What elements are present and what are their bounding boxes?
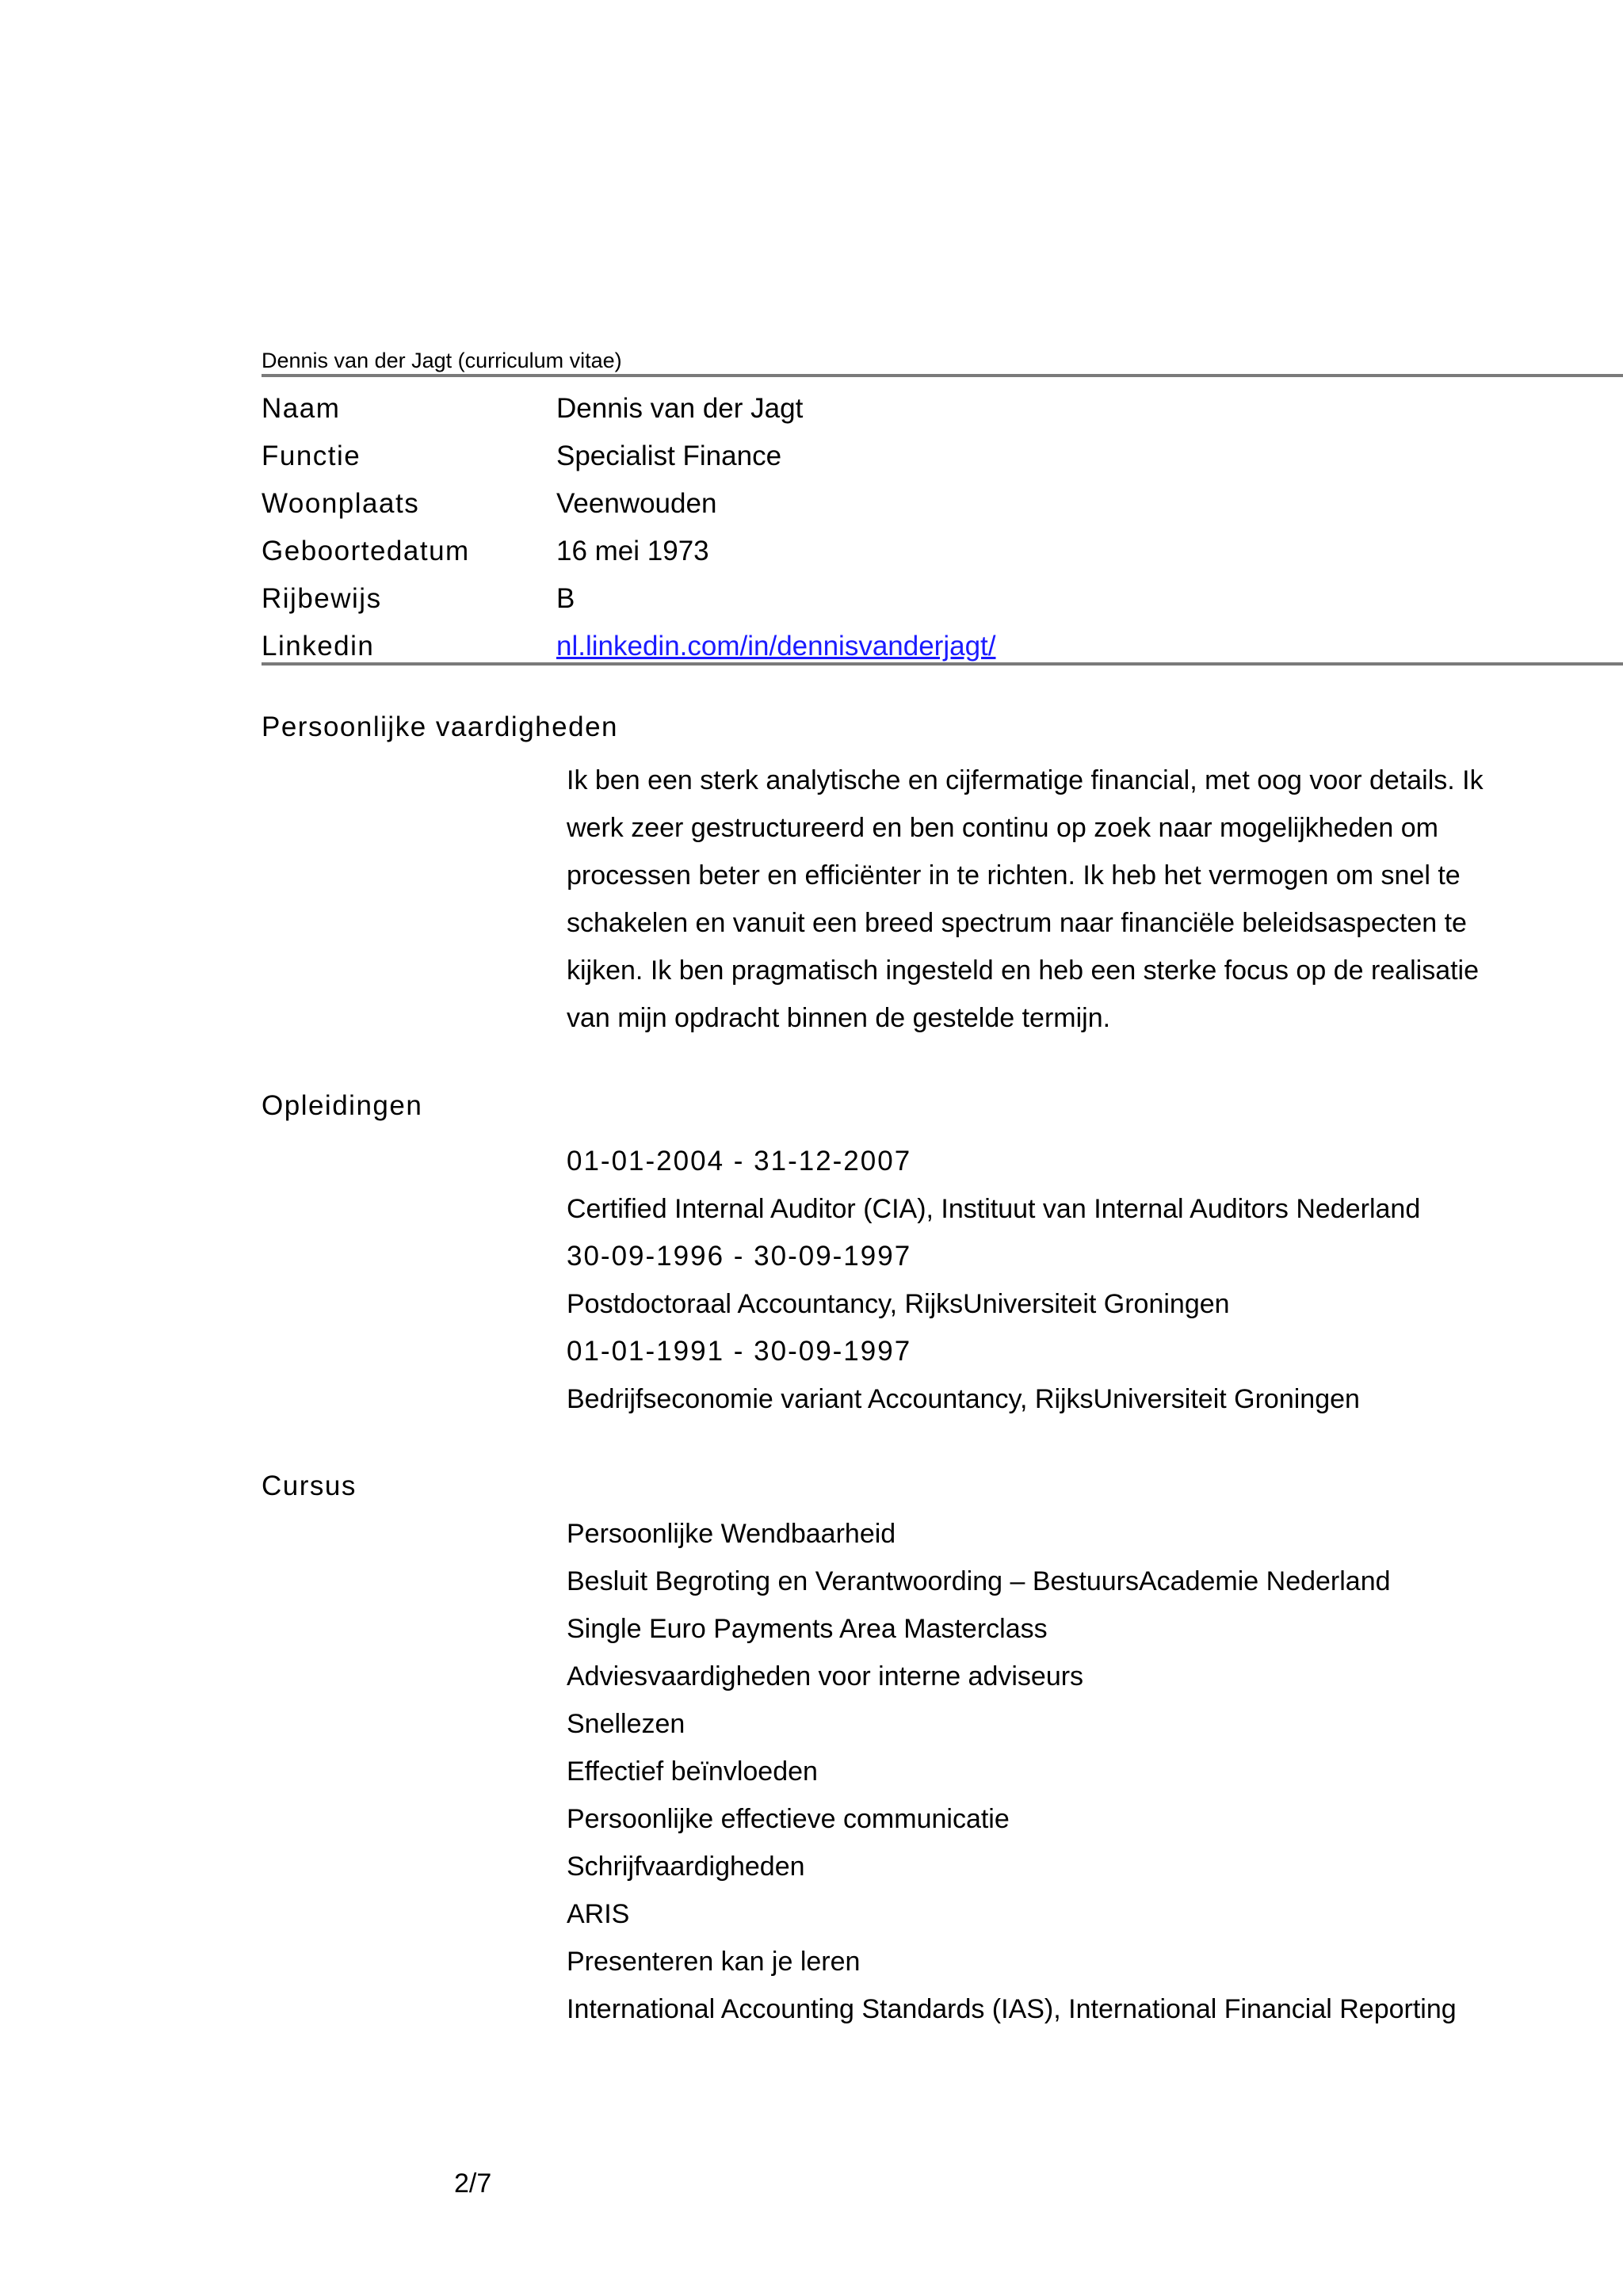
info-value: Veenwouden bbox=[556, 488, 717, 519]
info-label: Rijbewijs bbox=[262, 583, 382, 614]
document-title: Dennis van der Jagt (curriculum vitae) bbox=[262, 349, 622, 372]
info-row-linkedin bbox=[262, 631, 1623, 678]
paragraph-line: processen beter en efficiënter in te richten. Ik heb het vermogen om snel te bbox=[567, 860, 1461, 891]
info-label: Linkedin bbox=[262, 631, 375, 662]
paragraph-line: schakelen en vanuit een breed spectrum naar financiële beleidsaspecten te bbox=[567, 908, 1467, 938]
course-list bbox=[567, 1510, 1457, 2033]
info-value: 16 mei 1973 bbox=[556, 536, 709, 566]
section-heading-skills: Persoonlijke vaardigheden bbox=[262, 711, 618, 742]
course-item: Snellezen bbox=[567, 1709, 685, 1739]
course-item: Besluit Begroting en Verantwoording – BestuursAcademie Nederland bbox=[567, 1566, 1391, 1596]
paragraph-line: van mijn opdracht binnen de gestelde termijn. bbox=[567, 1003, 1111, 1033]
course-item: ARIS bbox=[567, 1899, 630, 1929]
info-label: Functie bbox=[262, 441, 361, 471]
paragraph-line: kijken. Ik ben pragmatisch ingesteld en heb een sterke focus op de realisatie bbox=[567, 955, 1480, 986]
section-heading-education: Opleidingen bbox=[262, 1090, 423, 1121]
info-row-rijbewijs bbox=[262, 583, 1623, 631]
info-divider bbox=[262, 662, 1623, 666]
info-row-geboortedatum bbox=[262, 536, 1623, 583]
info-value: Specialist Finance bbox=[556, 441, 782, 471]
info-row-woonplaats bbox=[262, 488, 1623, 536]
course-item: Persoonlijke Wendbaarheid bbox=[567, 1519, 896, 1549]
info-value: B bbox=[556, 583, 575, 614]
education-description: Bedrijfseconomie variant Accountancy, RijksUniversiteit Groningen bbox=[567, 1384, 1360, 1414]
education-description: Postdoctoraal Accountancy, RijksUniversiteit Groningen bbox=[567, 1289, 1230, 1319]
education-dates: 30-09-1996 - 30-09-1997 bbox=[567, 1241, 912, 1272]
education-description: Certified Internal Auditor (CIA), Instituut van Internal Auditors Nederland bbox=[567, 1194, 1421, 1224]
course-item: Single Euro Payments Area Masterclass bbox=[567, 1614, 1048, 1644]
info-row-naam bbox=[262, 393, 1623, 441]
info-label: Woonplaats bbox=[262, 488, 420, 519]
course-item: International Accounting Standards (IAS), International Financial Reporting bbox=[567, 1994, 1457, 2024]
course-item: Schrijfvaardigheden bbox=[567, 1852, 805, 1882]
course-item: Persoonlijke effectieve communicatie bbox=[567, 1804, 1010, 1834]
course-item: Presenteren kan je leren bbox=[567, 1947, 861, 1977]
info-value: Dennis van der Jagt bbox=[556, 393, 804, 424]
paragraph-line: werk zeer gestructureerd en ben continu op zoek naar mogelijkheden om bbox=[567, 813, 1438, 843]
info-label: Geboortedatum bbox=[262, 536, 470, 566]
section-heading-courses: Cursus bbox=[262, 1470, 357, 1501]
info-label: Naam bbox=[262, 393, 341, 424]
course-item: Effectief beïnvloeden bbox=[567, 1756, 818, 1787]
paragraph-line: Ik ben een sterk analytische en cijfermatige financial, met oog voor details. Ik bbox=[567, 765, 1484, 795]
header-divider bbox=[262, 374, 1623, 377]
info-row-functie bbox=[262, 441, 1623, 488]
course-item: Adviesvaardigheden voor interne adviseurs bbox=[567, 1661, 1084, 1691]
page-number: 2/7 bbox=[454, 2168, 492, 2199]
skills-paragraph bbox=[567, 757, 1518, 1042]
education-dates: 01-01-2004 - 31-12-2007 bbox=[567, 1146, 912, 1177]
education-list bbox=[567, 1138, 1420, 1423]
linkedin-link[interactable]: nl.linkedin.com/in/dennisvanderjagt/ bbox=[556, 631, 996, 662]
education-dates: 01-01-1991 - 30-09-1997 bbox=[567, 1336, 912, 1367]
